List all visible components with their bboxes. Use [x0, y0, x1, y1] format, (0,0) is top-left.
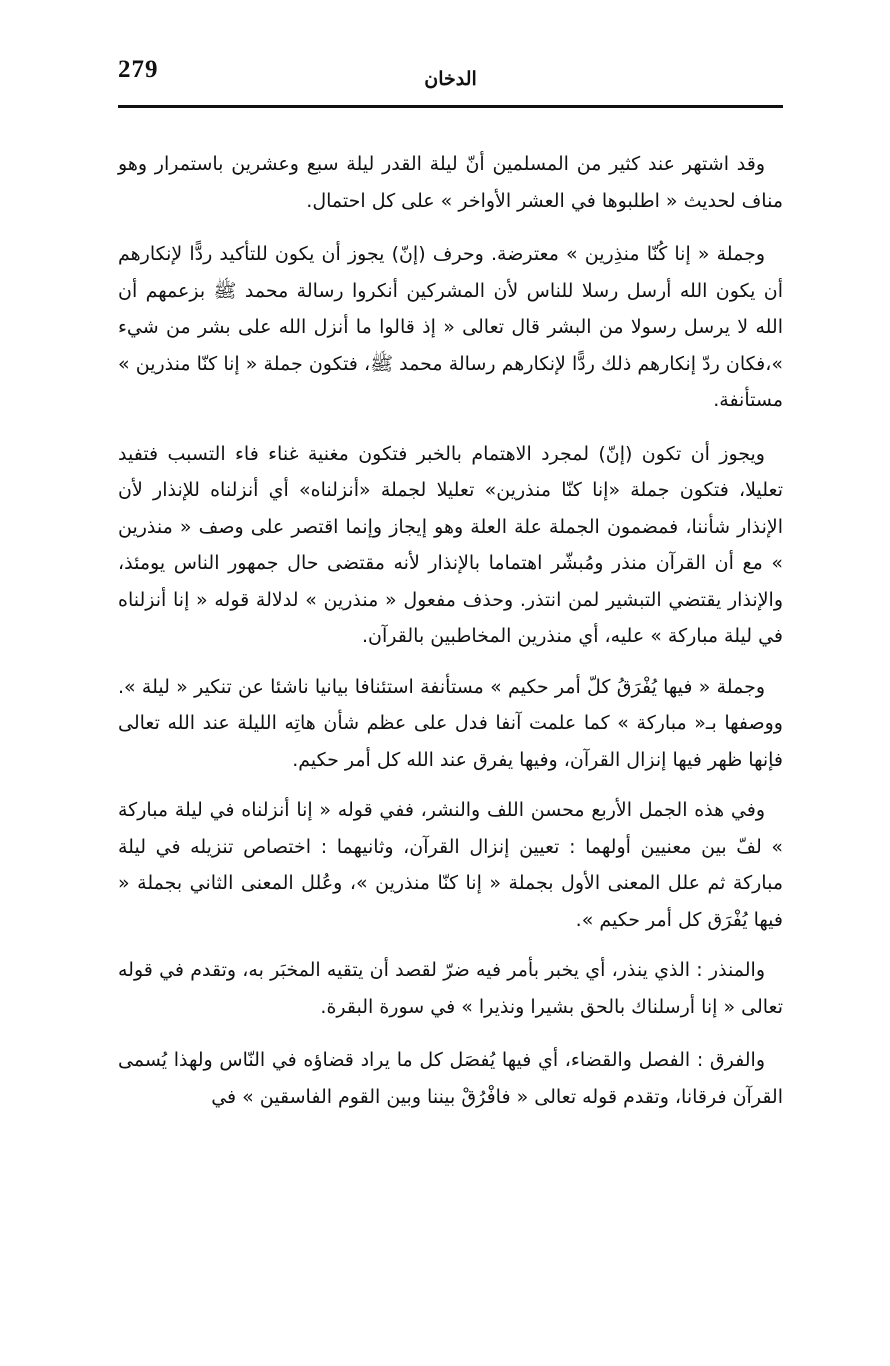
header-rule	[118, 105, 783, 108]
paragraph: ويجوز أن تكون (إنّ) لمجرد الاهتمام بالخبر فتكون مغنية غناء فاء التسبب فتفيد تعليلا، فتكون جملة «إنا كنّا منذرين» تعليلا لجملة «أنزلناه» أي أنزلناه للإنذار لأن الإنذار شأننا، فمضمون الجملة علة العلة وهو إيجاز وإنما اقتصر على وصف « منذرين » مع أن القرآن منذر ومُبشّر اهتماما بالإنذار لأنه مقتضى حال جمهور الناس يومئذ، والإنذار يقتضي التبشير لمن انتذر. وحذف مفعول « منذرين » لدلالة قوله « إنا أنزلناه في ليلة مباركة » عليه، أي منذرين المخاطبين بالقرآن.	[118, 442, 783, 647]
paragraph: والمنذر : الذي ينذر، أي يخبر بأمر فيه ضرّ لقصد أن يتقيه المخبَر به، وتقدم في قوله تعالى « إنا أرسلناك بالحق بشيرا ونذيرا » في سورة البقرة.	[118, 959, 783, 1018]
paragraph: وفي هذه الجمل الأربع محسن اللف والنشر، ففي قوله « إنا أنزلناه في ليلة مباركة » لفّ بين معنيين أولهما : تعيين إنزال القرآن، وثانيهما : اختصاص تنزيله في ليلة مباركة ثم علل المعنى الأول بجملة « إنا كنّا منذرين »، وعُلل المعنى الثاني بجملة « فيها يُفْرَق كل أمر حكيم ».	[118, 799, 783, 931]
running-title: الدخان	[424, 68, 477, 90]
paragraph: وقد اشتهر عند كثير من المسلمين أنّ ليلة القدر ليلة سبع وعشرين باستمرار وهو مناف لحديث « اطلبوها في العشر الأواخر » على كل احتمال.	[118, 153, 783, 212]
paragraph: وجملة « إنا كُنّا منذِرين » معترضة. وحرف (إنّ) يجوز أن يكون للتأكيد ردًّا لإنكارهم أن يكون الله أرسل رسلا للناس لأن المشركين أنكروا رسالة محمد ﷺ بزعمهم أن الله لا يرسل رسولا من البشر قال تعالى « إذ قالوا ما أنزل الله على بشر من شيء »،فكان ردّ إنكارهم ذلك ردًّا لإنكارهم رسالة محمد ﷺ، فتكون جملة « إنا كنّا منذرين » مستأنفة.	[118, 243, 783, 411]
page-header	[118, 56, 783, 108]
body-text	[118, 146, 783, 1132]
page-number: 279	[118, 56, 159, 83]
paragraph: وجملة « فيها يُفْرَقُ كلّ أمر حكيم » مستأنفة استئنافا بيانيا ناشئا عن تنكير « ليلة ». ووصفها بـ« مباركة » كما علمت آنفا فدل على عظم شأن هاتِه الليلة عند الله تعالى فإنها ظهر فيها إنزال القرآن، وفيها يفرق عند الله كل أمر حكيم.	[118, 675, 783, 771]
paragraph: والفرق : الفصل والقضاء، أي فيها يُفصَل كل ما يراد قضاؤه في النّاس ولهذا يُسمى القرآن فرقانا، وتقدم قوله تعالى « فافْرُقْ بيننا وبين القوم الفاسقين » في	[118, 1049, 783, 1108]
